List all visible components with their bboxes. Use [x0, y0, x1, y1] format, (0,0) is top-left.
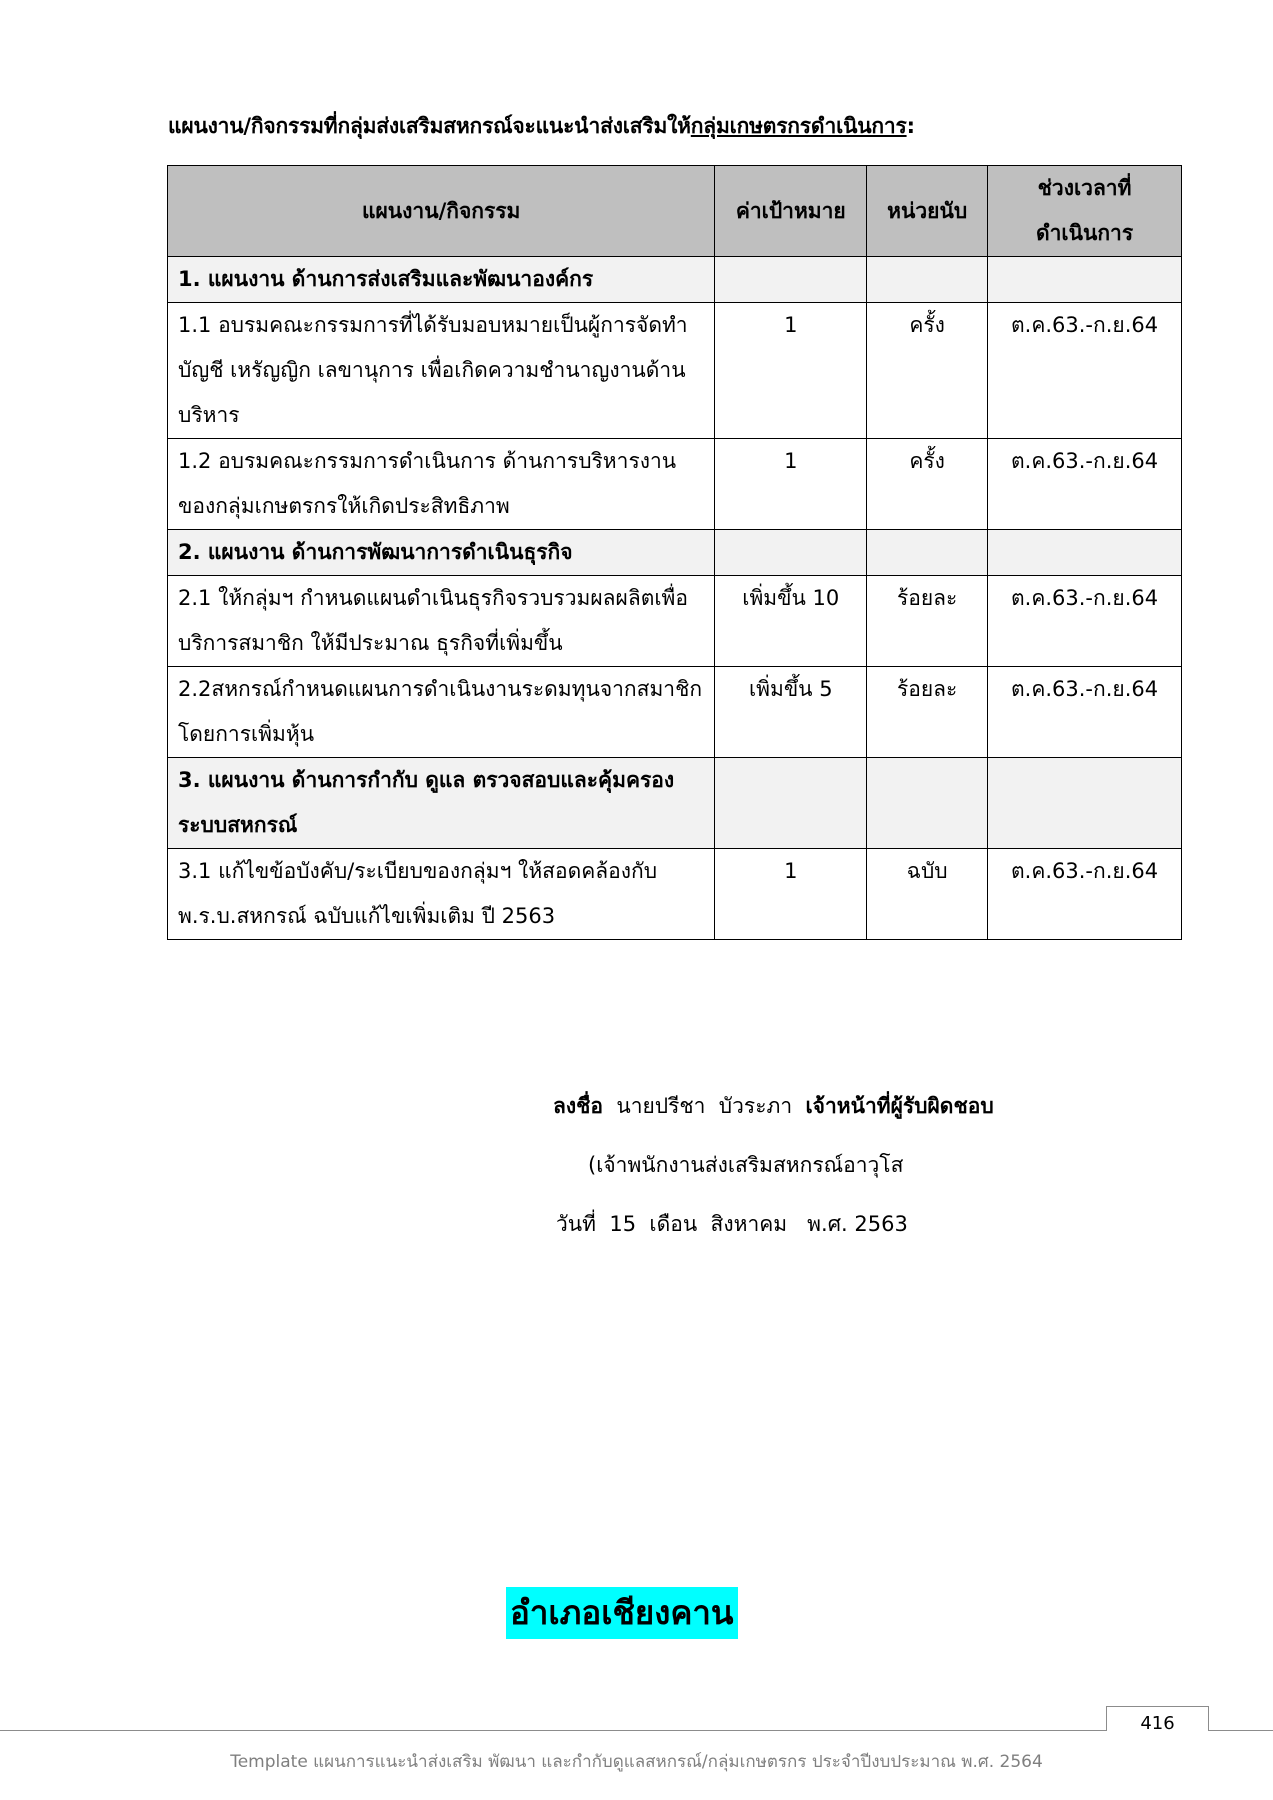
unit-cell: ร้อยละ	[867, 576, 988, 667]
table-header-row	[168, 166, 1182, 257]
signer-position: (เจ้าพนักงานส่งเสริมสหกรณ์อาวุโส	[588, 1153, 904, 1177]
header-unit: หน่วยนับ	[867, 166, 988, 257]
target-cell: เพิ่มขึ้น 5	[715, 667, 867, 758]
page-number: 416	[1106, 1706, 1209, 1731]
target-cell: 1	[715, 439, 867, 530]
section-row	[168, 530, 1182, 576]
footer-text: Template แผนการแนะนำส่งเสริม พัฒนา และกำกับดูแลสหกรณ์/กลุ่มเกษตรกร ประจำปีงบประมาณ พ.ศ. 2564	[230, 1752, 1043, 1772]
period-cell: ต.ค.63.-ก.ย.64	[988, 303, 1182, 439]
plan-table	[167, 165, 1182, 940]
table-row	[168, 849, 1182, 940]
signer-role: เจ้าหน้าที่ผู้รับผิดชอบ	[805, 1094, 994, 1118]
section-row	[168, 758, 1182, 849]
district-label: อำเภอเชียงคาน	[506, 1587, 738, 1639]
heading-main: แผนงาน/กิจกรรมที่กลุ่มส่งเสริมสหกรณ์จะแนะนำส่งเสริมให้	[168, 114, 691, 138]
header-activity: แผนงาน/กิจกรรม	[168, 166, 715, 257]
target-cell: 1	[715, 303, 867, 439]
footer-divider	[0, 1730, 1273, 1731]
period-cell: ต.ค.63.-ก.ย.64	[988, 667, 1182, 758]
period-cell: ต.ค.63.-ก.ย.64	[988, 849, 1182, 940]
header-period-line1: ช่วงเวลาที่	[1037, 176, 1132, 200]
heading-underlined: กลุ่มเกษตรกรดำเนินการ	[690, 114, 907, 138]
activity-cell: 1.1 อบรมคณะกรรมการที่ได้รับมอบหมายเป็นผู้การจัดทำบัญชี เหรัญญิก เลขานุการ เพื่อเกิดความชำนาญงานด้านบริหาร	[168, 303, 715, 439]
activity-cell: 1.2 อบรมคณะกรรมการดำเนินการ ด้านการบริหารงานของกลุ่มเกษตรกรให้เกิดประสิทธิภาพ	[168, 439, 715, 530]
section-title: 1. แผนงาน ด้านการส่งเสริมและพัฒนาองค์กร	[168, 257, 715, 303]
unit-cell: ครั้ง	[867, 303, 988, 439]
sign-label: ลงชื่อ	[553, 1094, 603, 1118]
signature-date: วันที่ 15 เดือน สิงหาคม พ.ศ. 2563	[556, 1212, 908, 1236]
period-cell: ต.ค.63.-ก.ย.64	[988, 576, 1182, 667]
target-cell: เพิ่มขึ้น 10	[715, 576, 867, 667]
section-row	[168, 257, 1182, 303]
table-row	[168, 439, 1182, 530]
activity-cell: 3.1 แก้ไขข้อบังคับ/ระเบียบของกลุ่มฯ ให้สอดคล้องกับ พ.ร.บ.สหกรณ์ ฉบับแก้ไขเพิ่มเติม ปี 2563	[168, 849, 715, 940]
table-row	[168, 667, 1182, 758]
page-heading	[168, 110, 915, 143]
heading-suffix: :	[906, 114, 915, 138]
signature-line	[553, 1090, 994, 1123]
table-row	[168, 576, 1182, 667]
signer-name: นายปรีชา บัวระภา	[603, 1094, 806, 1118]
unit-cell: ครั้ง	[867, 439, 988, 530]
target-cell: 1	[715, 849, 867, 940]
header-period	[988, 166, 1182, 257]
unit-cell: ฉบับ	[867, 849, 988, 940]
header-target: ค่าเป้าหมาย	[715, 166, 867, 257]
unit-cell: ร้อยละ	[867, 667, 988, 758]
activity-cell: 2.1 ให้กลุ่มฯ กำหนดแผนดำเนินธุรกิจรวบรวมผลผลิตเพื่อบริการสมาชิก ให้มีประมาณ ธุรกิจที่เพิ่มขึ้น	[168, 576, 715, 667]
period-cell: ต.ค.63.-ก.ย.64	[988, 439, 1182, 530]
section-title: 3. แผนงาน ด้านการกำกับ ดูแล ตรวจสอบและคุ้มครองระบบสหกรณ์	[168, 758, 715, 849]
section-title: 2. แผนงาน ด้านการพัฒนาการดำเนินธุรกิจ	[168, 530, 715, 576]
table-row	[168, 303, 1182, 439]
header-period-line2: ดำเนินการ	[1036, 221, 1134, 245]
activity-cell: 2.2สหกรณ์กำหนดแผนการดำเนินงานระดมทุนจากสมาชิกโดยการเพิ่มหุ้น	[168, 667, 715, 758]
